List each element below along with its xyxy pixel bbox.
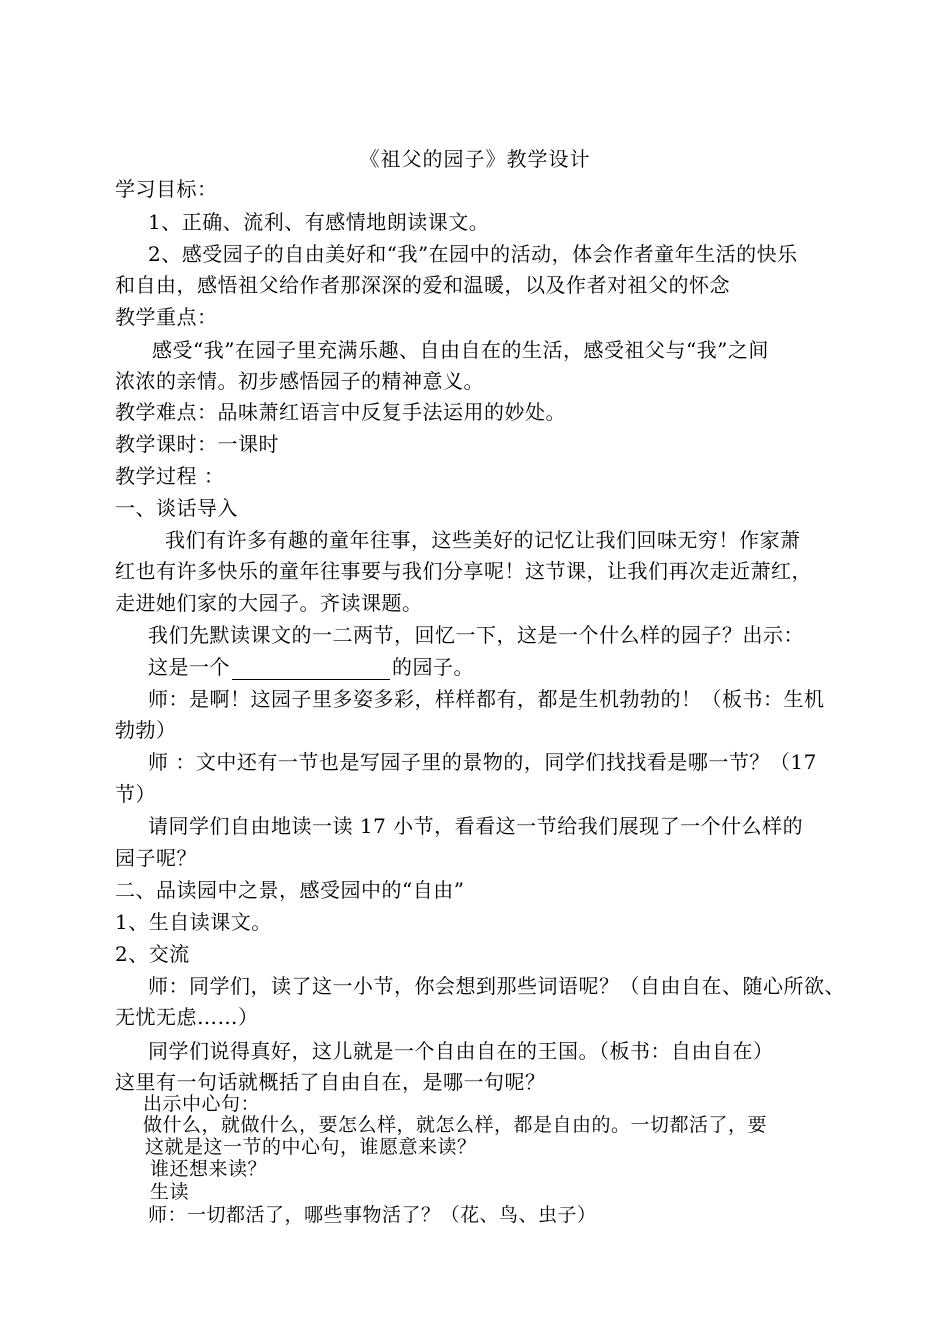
- section-1-paragraph-5-line-1: 请同学们自由地读一读 17 小节，看看这一节给我们展现了一个什么样的: [148, 814, 804, 838]
- section-1-paragraph-4-line-2: 节）: [115, 782, 156, 806]
- section-2-paragraph-3: 师：一切都活了，哪些事物活了？（花、鸟、虫子）: [148, 1204, 597, 1226]
- objective-item-2-line-1: 2、感受园子的自由美好和“我”在园中的活动，体会作者童年生活的快乐: [148, 242, 798, 266]
- process-heading: 教学过程 ：: [115, 464, 225, 488]
- section-1-paragraph-1-line-3: 走进她们家的大园子。齐读课题。: [115, 591, 423, 615]
- section-2-paragraph-1-line-2: 无忧无虑……）: [115, 1005, 259, 1029]
- section-2-paragraph-1-line-1: 师：同学们，读了这一小节，你会想到那些词语呢？（自由自在、随心所欲、: [148, 974, 845, 998]
- lesson-time-line: 教学课时：一课时: [115, 432, 279, 456]
- section-1-paragraph-4-line-1: 师 ：文中还有一节也是写园子里的景物的，同学们找找看是哪一节？（17: [148, 750, 817, 774]
- fill-in-blank-line: [148, 654, 474, 680]
- objective-item-2-line-2: 和自由，感悟祖父给作者那深深的爱和温暖，以及作者对祖父的怀念: [115, 273, 730, 297]
- section-1-paragraph-3-line-1: 师：是啊！这园子里多姿多彩，样样都有，都是生机勃勃的！（板书：生机: [148, 687, 825, 711]
- section-2-heading: 二、品读园中之景，感受园中的“自由”: [115, 878, 465, 902]
- fill-in-prefix: 这是一个: [148, 655, 230, 679]
- objective-item-1: 1、正确、流利、有感情地朗读课文。: [148, 210, 490, 234]
- show-center-sentence-label: 出示中心句：: [143, 1093, 261, 1115]
- section-1-paragraph-1-line-2: 红也有许多快乐的童年往事要与我们分享呢！这节课，让我们再次走近萧红，: [115, 559, 812, 583]
- center-sentence: 做什么，就做什么，要怎么样，就怎么样，都是自由的。一切都活了，要: [143, 1114, 768, 1136]
- section-1-paragraph-5-line-2: 园子呢？: [115, 846, 197, 870]
- section-2-paragraph-2-line-1: 同学们说得真好，这儿就是一个自由自在的王国。（板书：自由自在）: [148, 1039, 774, 1063]
- focus-line-1: 感受“我”在园子里充满乐趣、自由自在的生活，感受祖父与“我”之间: [152, 338, 769, 362]
- difficulty-line: 教学难点：品味萧红语言中反复手法运用的妙处。: [115, 400, 566, 424]
- center-sentence-note: 这就是这一节的中心句，谁愿意来读？: [145, 1136, 477, 1158]
- focus-line-2: 浓浓的亲情。初步感悟园子的精神意义。: [115, 369, 484, 393]
- student-reads-line: 生读: [150, 1181, 190, 1203]
- section-1-heading: 一、谈话导入: [115, 496, 238, 520]
- focus-heading: 教学重点：: [115, 305, 218, 329]
- section-2-step-1: 1、生自读课文。: [115, 910, 272, 934]
- section-2-paragraph-2-line-2: 这里有一句话就概括了自由自在，是哪一句呢？: [115, 1070, 546, 1094]
- section-1-paragraph-3-line-2: 勃勃）: [115, 718, 177, 742]
- who-else-line: 谁还想来读？: [150, 1158, 268, 1180]
- section-1-paragraph-1-line-1: 我们有许多有趣的童年往事，这些美好的记忆让我们回味无穷！作家萧: [165, 528, 801, 552]
- objectives-heading: 学习目标：: [115, 177, 218, 201]
- document-title: 《祖父的园子》教学设计: [359, 147, 591, 171]
- fill-in-blank: [232, 659, 390, 680]
- fill-in-suffix: 的园子。: [392, 655, 474, 679]
- section-2-step-2: 2、交流: [115, 942, 190, 966]
- section-1-paragraph-2: 我们先默读课文的一二两节，回忆一下，这是一个什么样的园子？出示：: [148, 623, 804, 647]
